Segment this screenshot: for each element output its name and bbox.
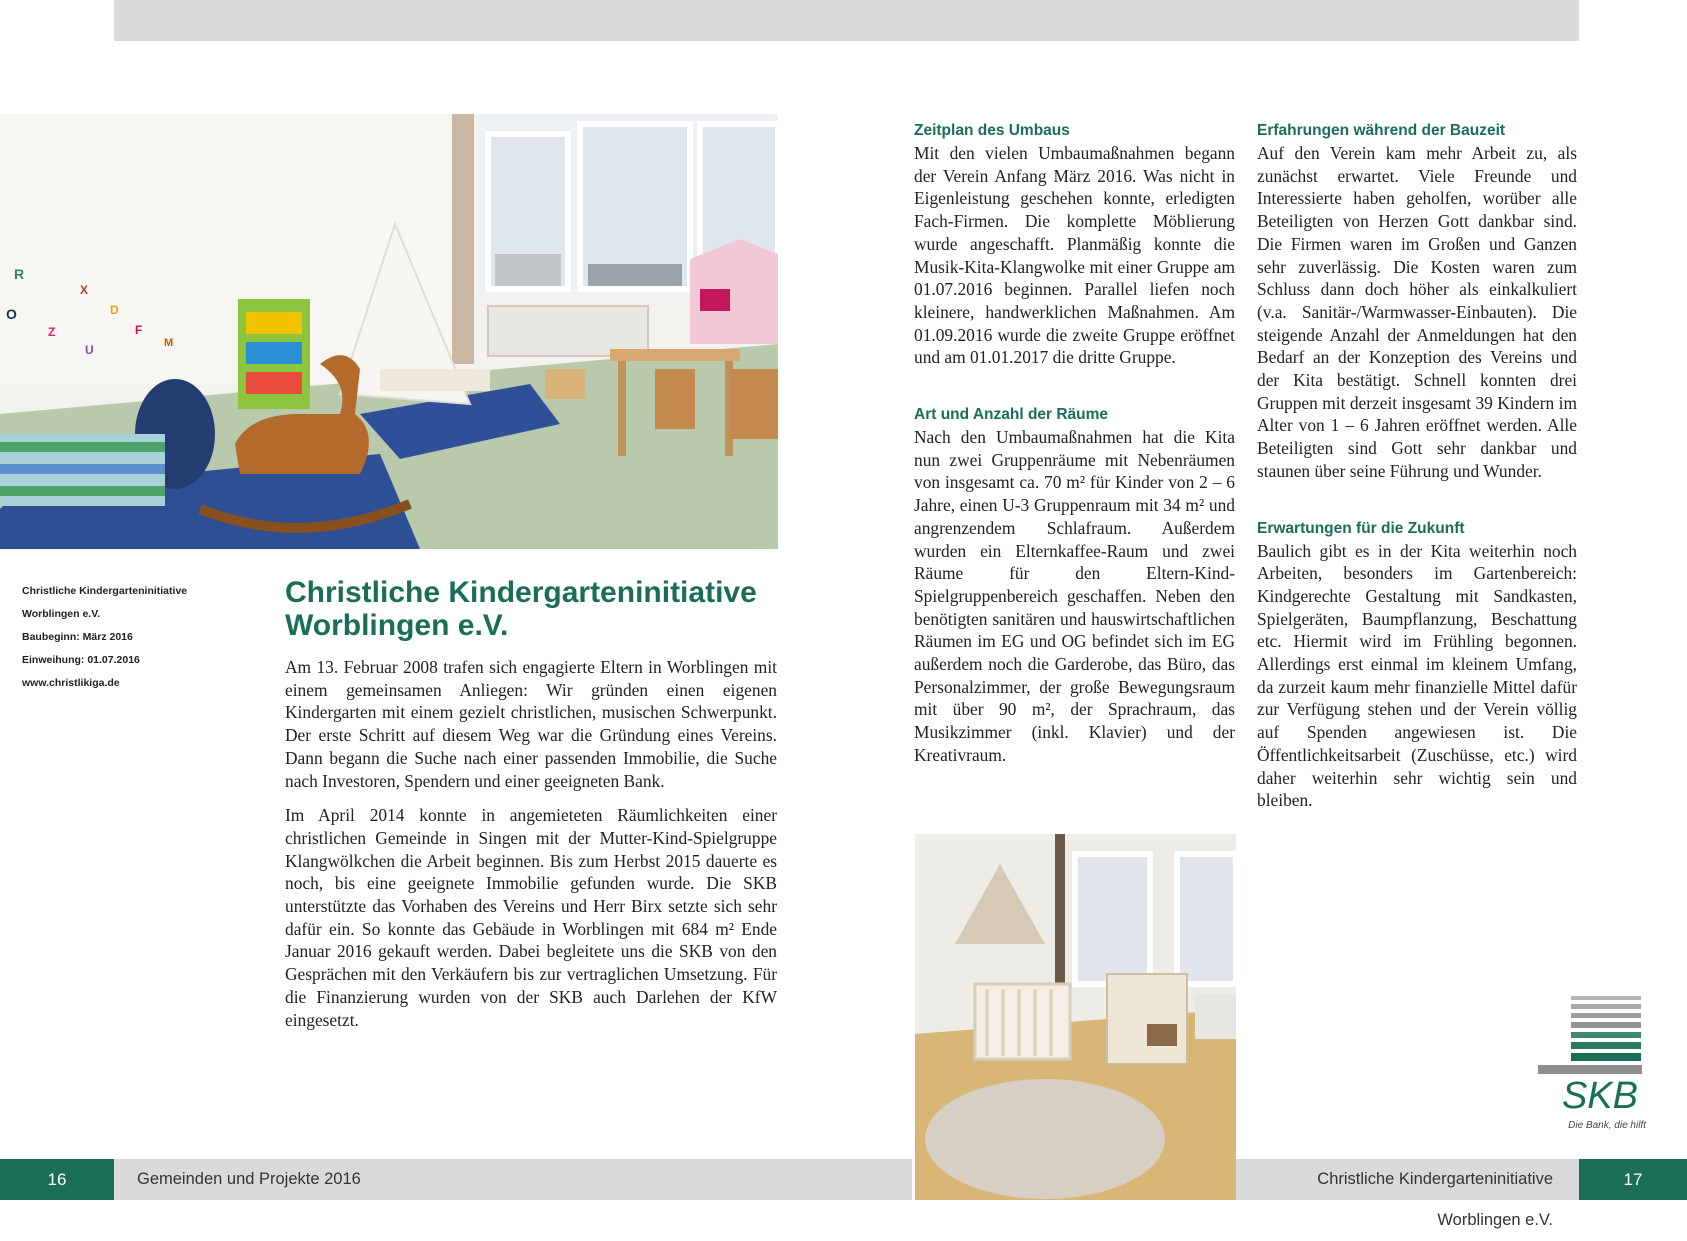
heading-experience: Erfahrungen während der Bauzeit xyxy=(1257,122,1506,139)
footer-text-left: Gemeinden und Projekte 2016 xyxy=(137,1170,361,1188)
heading-future: Erwartungen für die Zukunft xyxy=(1257,519,1465,537)
title-line-1: Christliche Kindergarteninitiative xyxy=(285,576,757,609)
nursery-photo xyxy=(915,834,1236,1200)
sidebar-line-org: Christliche Kindergarteninitiative xyxy=(22,585,188,597)
title-line-2: Worblingen e.V. xyxy=(285,609,509,642)
top-bar xyxy=(114,0,1579,41)
svg-text:M: M xyxy=(164,337,174,349)
future-text: Baulich gibt es in der Kita weiterhin noch Arbeiten, besonders im Gartenbereich: Kindgerechte Gestaltung mit Sandkasten, Spielgeräten, Baumpflanzung, Beschattung etc. Hiermit wird im Frühling begonnen. Allerdings erst einmal im kleinem Umfang, da zurzeit kaum mehr finanzielle Mittel dafür zur Verfügung stehen und der Verein völlig auf Spenden angewiesen ist. Die Öffentlichkeitsarbeit (Zuschüsse, etc.) wird daher weiterhin sehr wichtig sein und bleiben. xyxy=(1257,540,1577,811)
intro-paragraph: Am 13. Februar 2008 trafen sich engagierte Eltern in Worblingen mit einem gemeinsamen Anliegen: Wir gründen einen eigenen Kindergarten mit einem gezielt christlichen, musischen Schwerpunkt. Der erste Schritt auf diesem Weg war die Gründung eines Vereins. Dann begann die Suche nach einer passenden Immobilie, die Suche nach Investoren, Spendern und einer geeigneten Bank. xyxy=(285,657,777,791)
svg-text:R: R xyxy=(14,266,25,282)
experience-text: Auf den Verein kam mehr Arbeit zu, als zunächst erwartet. Viele Freunde und Interessierte haben geholfen, worüber alle Beteiligten von Herzen Gott dankbar sind. Die Firmen waren im Großen und Ganzen sehr zuverlässig. Die Kosten waren zum Schluss dann doch höher als einkalkuliert (v.a. Sanitär-/Warmwasser-Einbauten). Die steigende Anzahl der Anmeldungen hat den Bedarf an der Konzeption des Vereins und der Kita bestätigt. Schnell konnten drei Gruppen mit derzeit insgesamt 39 Kindern im Alter von 1 – 6 Jahren eröffnet werden. Alle Beteiligten sind Gott sehr dankbar und staunen über seine Führung und Wunder. xyxy=(1257,143,1577,481)
left-body-column xyxy=(285,656,777,1031)
history-paragraph: Im April 2014 konnte in angemieteten Räumlichkeiten einer christlichen Gemeinde in Singen mit der Mutter-Kind-Spielgruppe Klangwölkchen die Arbeit beginnen. Bis zum Herbst 2015 dauerte es noch, bis eine geeignete Immobilie gefunden wurde. Die SKB unterstützte das Vorhaben des Vereins und Herr Birx setzte sich sehr dafür ein. So konnte das Gebäude in Worblingen mit 684 m² Ende Januar 2016 gekauft werden. Dabei begleitete uns die SKB von den Gesprächen mit den Verkäufern bis zur vertraglichen Umsetzung. Für die Finanzierung wurden von der SKB auch Darlehen der KfW eingesetzt. xyxy=(285,805,777,1030)
svg-text:F: F xyxy=(135,323,143,337)
skb-logo xyxy=(1538,990,1650,1135)
schedule-text: Mit den vielen Umbaumaßnahmen begann der Verein Anfang März 2016. Was nicht in Eigenleistung geschehen konnte, erledigten Fach-Firmen. Die komplette Möblierung wurde angeschafft. Planmäßig konnte die Musik-Kita-Klangwolke mit einer Gruppe am 01.07.2016 beginnen. Parallel liefen noch kleinere, handwerklichen Maßnahmen. Am 01.09.2016 wurde die zweite Gruppe eröffnet und am 01.01.2017 die dritte Gruppe. xyxy=(914,143,1235,368)
article-title xyxy=(285,576,785,642)
skb-logo-slogan: Die Bank, die hilft xyxy=(1568,1120,1646,1131)
svg-text:O: O xyxy=(6,306,17,322)
page-number-left: 16 xyxy=(0,1159,114,1200)
skb-logo-name: SKB xyxy=(1561,1075,1638,1117)
svg-text:U: U xyxy=(85,343,94,357)
heading-rooms: Art und Anzahl der Räume xyxy=(914,406,1109,424)
project-info-sidebar xyxy=(22,580,252,695)
page-number-right: 17 xyxy=(1579,1159,1687,1200)
sidebar-line-start: Baubeginn: März 2016 xyxy=(22,631,133,643)
playroom-photo xyxy=(0,114,778,549)
sidebar-line-website[interactable]: www.christlikiga.de xyxy=(22,677,120,689)
heading-schedule: Zeitplan des Umbaus xyxy=(914,122,1070,139)
right-column-2 xyxy=(1257,120,1577,812)
svg-text:Z: Z xyxy=(48,325,56,339)
svg-text:X: X xyxy=(80,283,89,297)
right-column-1 xyxy=(914,120,1235,767)
rooms-text: Nach den Umbaumaßnahmen hat die Kita nun zwei Gruppenräume mit Nebenräumen von insgesamt ca. 70 m² für Kinder von 2 – 6 Jahre, einen U-3 Gruppenraum mit 34 m² und angrenzendem Schlafraum. Außerdem wurden ein Elternkaffee-Raum und zwei Räume für den Eltern-Kind-Spielgruppenbereich geschaffen. Neben den benötigten sanitären und hauswirtschaftlichen Räumen im EG und OG befindet sich im EG außerdem noch die Garderobe, das Büro, das Personalzimmer, der große Bewegungsraum mit über 90 m², der Sprachraum, das Musikzimmer (inkl. Klavier) und der Kreativraum. xyxy=(914,427,1235,765)
footer-text-right: Christliche Kindergarteninitiative Worblingen e.V. xyxy=(1317,1170,1553,1229)
sidebar-line-org2: Worblingen e.V. xyxy=(22,608,101,620)
svg-text:D: D xyxy=(110,303,119,317)
sidebar-line-opening: Einweihung: 01.07.2016 xyxy=(22,654,140,666)
